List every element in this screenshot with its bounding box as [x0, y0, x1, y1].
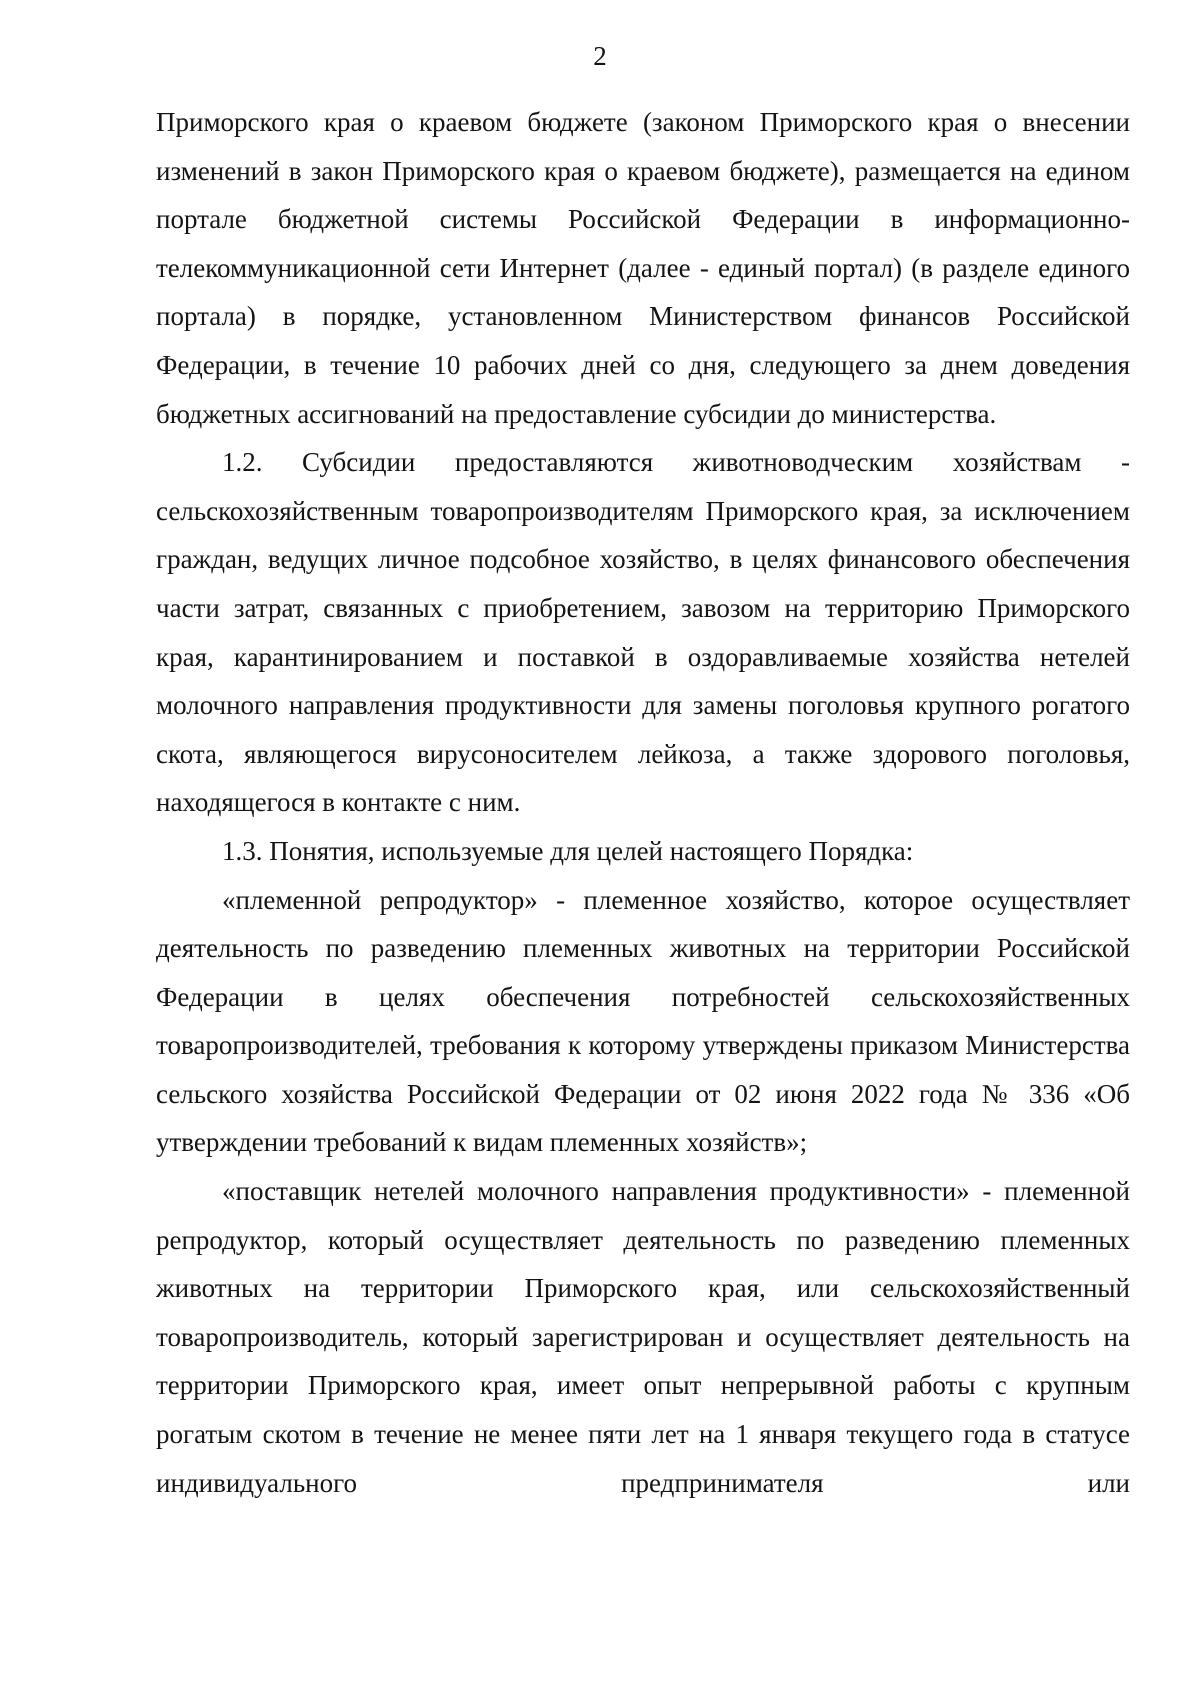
paragraph-budget-publication: Приморского края о краевом бюджете (законом Приморского края о внесении изменений в закон Приморского края о краевом бюджете), размещается на едином портале бюджетной системы Российской Федерации в информационно-телекоммуникационной сети Интернет (далее - единый портал) (в разделе единого портала) в порядке, установленном Министерством финансов Российской Федерации, в течение 10 рабочих дней со дня, следующего за днем доведения бюджетных ассигнований на предоставление субсидии до министерства.: [156, 107, 1130, 429]
paragraph-1-2-subsidies: 1.2. Субсидии предоставляются животноводческим хозяйствам - сельскохозяйственным товаропроизводителям Приморского края, за исключением граждан, ведущих личное подсобное хозяйство, в целях финансового обеспечения части затрат, связанных с приобретением, завозом на территорию Приморского края, карантинированием и поставкой в оздоравливаемые хозяйства нетелей молочного направления продуктивности для замены поголовья крупного рогатого скота, являющегося вирусоносителем лейкоза, а также здорового поголовья, находящегося в контакте с ним.: [156, 447, 1130, 818]
definition-breeding-reproducer: «племенной репродуктор» - племенное хозяйство, которое осуществляет деятельность по разведению племенных животных на территории Российской Федерации в целях обеспечения потребностей сельскохозяйственных товаропроизводителей, требования к которому утверждены приказом Министерства сельского хозяйства Российской Федерации от 02 июня 2022 года № 336 «Об утверждении требований к видам племенных хозяйств»;: [156, 884, 1130, 1158]
page-number: 2: [593, 41, 607, 71]
paragraph-1-3-definitions: 1.3. Понятия, используемые для целей настоящего Порядка:: [222, 835, 914, 866]
document-body: [156, 98, 1130, 1507]
definition-heifer-supplier: «поставщик нетелей молочного направления продуктивности» - племенной репродуктор, который осуществляет деятельность по разведению племенных животных на территории Приморского края, или сельскохозяйственный товаропроизводитель, который зарегистрирован и осуществляет деятельность на территории Приморского края, имеет опыт непрерывной работы с крупным рогатым скотом в течение не менее пяти лет на 1 января текущего года в статусе индивидуального предпринимателя или: [156, 1176, 1130, 1498]
